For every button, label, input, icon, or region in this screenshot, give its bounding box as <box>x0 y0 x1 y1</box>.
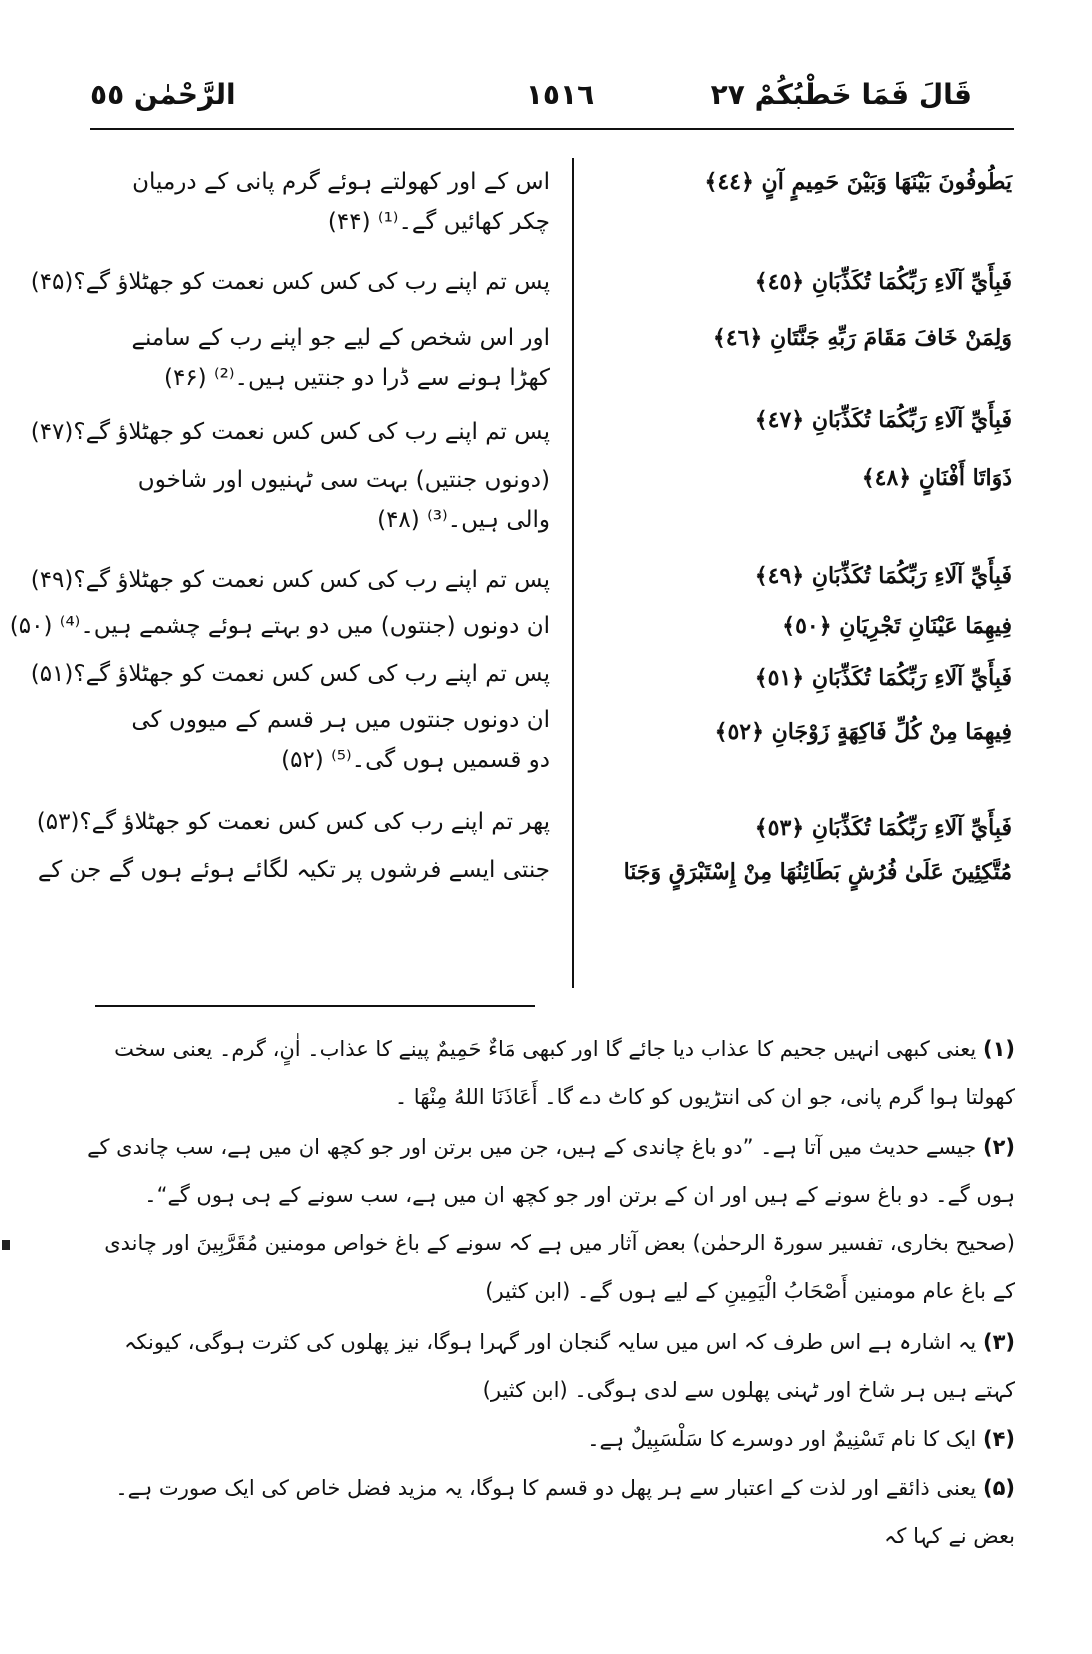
urdu-verse-46: اور اس شخص کے لیے جو اپنے رب کے سامنے کھڑا ہونے سے ڈرا دو جنتیں ہیں۔⁽²⁾ (۴۶) <box>131 325 550 391</box>
footnote-text: جیسے حدیث میں آتا ہے۔ ”دو باغ چاندی کے ہیں، جن میں برتن اور جو کچھ ان میں ہے، سب چاندی کے ہوں گے۔ دو باغ سونے کے ہیں اور ان کے برتن اور جو کچھ ان میں ہے، سب سونے کے ہی ہوں گے“۔ (صحیح بخاری، تفسیر سورۃ الرحمٰن) بعض آثار میں ہے کہ سونے کے باغ خواص مومنین مُقَرَّبِينَ اور چاندی کے باغ عام مومنین أَصْحَابُ الْيَمِينِ کے لیے ہوں گے۔ (ابن کثیر) <box>87 1135 1015 1303</box>
urdu-verse-47: پس تم اپنے رب کی کس کس نعمت کو جھٹلاؤ گے؟(۴۷) <box>30 419 550 445</box>
urdu-verse-52: ان دونوں جنتوں میں ہر قسم کے میووں کی دو قسمیں ہوں گی۔⁽⁵⁾ (۵۲) <box>131 707 550 773</box>
footnote-text: یہ اشارہ ہے اس طرف کہ اس میں سایہ گنجان اور گہرا ہوگا، نیز پھلوں کی کثرت ہوگی، کیونکہ کہتے ہیں ہر شاخ اور ٹہنی پھلوں سے لدی ہوگی۔ (ابن کثیر) <box>124 1330 1015 1402</box>
page-number: ١٥١٦ <box>525 78 595 111</box>
urdu-verse-53: پھر تم اپنے رب کی کس کس نعمت کو جھٹلاؤ گے؟(۵۳) <box>36 809 550 835</box>
juz-title: قَالَ فَمَا خَطْبُكُمْ ٢٧ <box>710 78 972 111</box>
urdu-verse-48: (دونوں جنتیں) بہت سی ٹہنیوں اور شاخوں والی ہیں۔⁽³⁾ (۴۸) <box>137 467 550 533</box>
surah-title: الرَّحْمٰن ٥٥ <box>90 78 236 111</box>
footnote-text: یعنی ذائقے اور لذت کے اعتبار سے ہر پھل دو قسم کا ہوگا، یہ مزید فضل خاص کی ایک صورت ہے۔ بعض نے کہا کہ <box>115 1476 1015 1548</box>
footnote-1 <box>85 1025 1015 1121</box>
arabic-verse-48: ذَوَاتَا أَفْنَانٍ ﴿٤٨﴾ <box>861 465 1012 491</box>
arabic-verse-54: مُتَّكِئِينَ عَلَىٰ فُرُشٍ بَطَائِنُهَا مِنْ إِسْتَبْرَقٍ وَجَنَا <box>623 859 1012 885</box>
arabic-verse-51: فَبِأَيِّ آلَاءِ رَبِّكُمَا تُكَذِّبَانِ ﴿٥١﴾ <box>754 665 1012 691</box>
arabic-verse-53: فَبِأَيِّ آلَاءِ رَبِّكُمَا تُكَذِّبَانِ ﴿٥٣﴾ <box>754 815 1012 841</box>
footnote-5 <box>85 1464 1015 1560</box>
urdu-verse-44: اس کے اور کھولتے ہوئے گرم پانی کے درمیان چکر کھائیں گے۔⁽¹⁾ (۴۴) <box>132 169 550 235</box>
arabic-verse-52: فِيهِمَا مِنْ كُلِّ فَاكِهَةٍ زَوْجَانِ ﴿٥٢﴾ <box>714 719 1012 745</box>
urdu-verse-49: پس تم اپنے رب کی کس کس نعمت کو جھٹلاؤ گے؟(۴۹) <box>30 567 550 593</box>
arabic-verse-47: فَبِأَيِّ آلَاءِ رَبِّكُمَا تُكَذِّبَانِ ﴿٤٧﴾ <box>754 407 1012 433</box>
footnote-number: (۱) <box>982 1037 1015 1061</box>
urdu-verse-50: ان دونوں (جنتوں) میں دو بہتے ہوئے چشمے ہیں۔⁽⁴⁾ (۵۰) <box>9 613 550 639</box>
footnote-number: (۳) <box>982 1330 1015 1354</box>
footnote-number: (۵) <box>982 1476 1015 1500</box>
column-divider <box>572 158 574 988</box>
footnote-2 <box>85 1123 1015 1315</box>
urdu-verse-54: جنتی ایسے فرشوں پر تکیہ لگائے ہوئے ہوں گے جن کے <box>37 857 550 883</box>
arabic-verse-50: فِيهِمَا عَيْنَانِ تَجْرِيَانِ ﴿٥٠﴾ <box>782 613 1012 639</box>
arabic-verse-44: يَطُوفُونَ بَيْنَهَا وَبَيْنَ حَمِيمٍ آنٍ ﴿٤٤﴾ <box>704 169 1012 195</box>
arabic-verse-49: فَبِأَيِّ آلَاءِ رَبِّكُمَا تُكَذِّبَانِ ﴿٤٩﴾ <box>754 563 1012 589</box>
footnote-number: (۴) <box>982 1427 1015 1451</box>
urdu-verse-45: پس تم اپنے رب کی کس کس نعمت کو جھٹلاؤ گے؟(۴۵) <box>30 269 550 295</box>
footnote-number: (۲) <box>982 1135 1015 1159</box>
footnote-text: یعنی کبھی انہیں جحیم کا عذاب دیا جائے گا اور کبھی مَاءٌ حَمِيمٌ پینے کا عذاب۔ اٰنٍ، گرم۔ یعنی سخت کھولتا ہوا گرم پانی، جو ان کی انتڑیوں کو کاٹ دے گا۔ أَعَاذَنَا اللهُ مِنْهَا ۔ <box>114 1037 1015 1109</box>
footnote-rule <box>95 1005 535 1007</box>
header-rule <box>90 128 1014 130</box>
scan-mark <box>2 1240 10 1250</box>
footnote-4 <box>85 1415 1015 1463</box>
footnote-3 <box>85 1318 1015 1414</box>
footnote-text: ایک کا نام تَسْنِيمٌ اور دوسرے کا سَلْسَبِيلٌ ہے۔ <box>587 1427 977 1451</box>
arabic-verse-45: فَبِأَيِّ آلَاءِ رَبِّكُمَا تُكَذِّبَانِ ﴿٤٥﴾ <box>754 269 1012 295</box>
urdu-verse-51: پس تم اپنے رب کی کس کس نعمت کو جھٹلاؤ گے؟(۵۱) <box>30 661 550 687</box>
arabic-verse-46: وَلِمَنْ خَافَ مَقَامَ رَبِّهِ جَنَّتَانِ ﴿٤٦﴾ <box>712 325 1012 351</box>
